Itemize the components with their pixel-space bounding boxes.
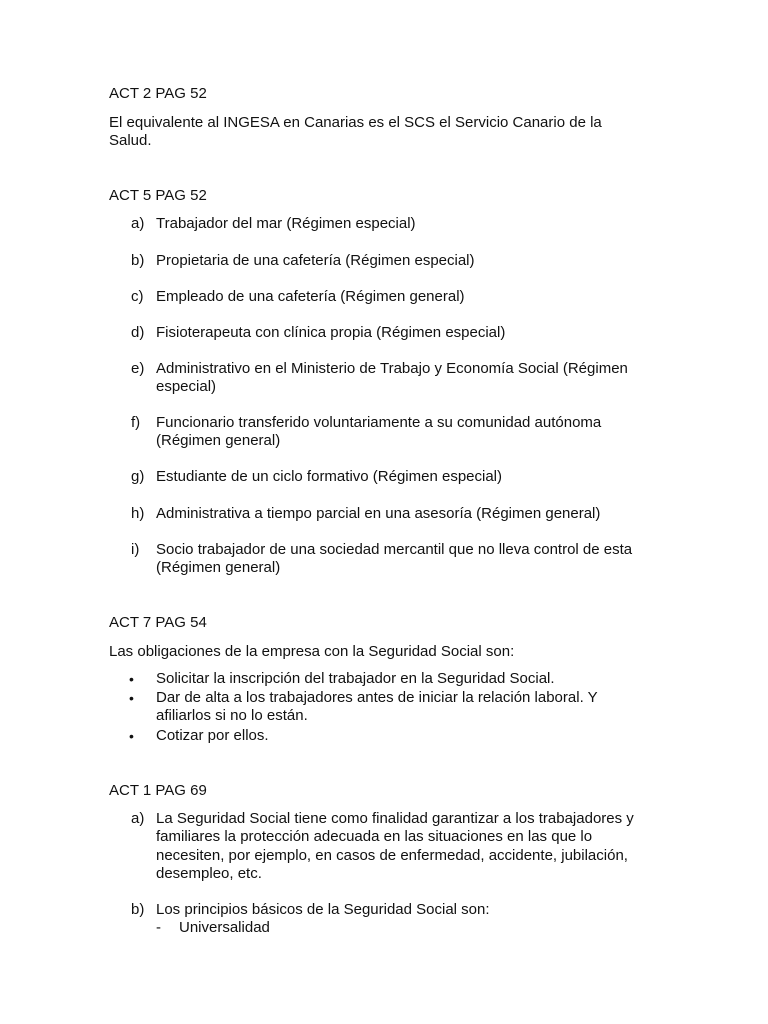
section-heading-act2: ACT 2 PAG 52 (109, 85, 207, 102)
bullet-item-text: Solicitar la inscripción del trabajador en la Seguridad Social. (156, 670, 555, 687)
list-marker: i) (131, 541, 140, 558)
list-marker: f) (131, 414, 141, 431)
list-marker: h) (131, 505, 145, 522)
bullet-item-text: afiliarlos si no lo están. (156, 707, 308, 724)
list-item-text: familiares la protección adecuada en las situaciones en las que lo (156, 828, 593, 845)
list-item-text: especial) (156, 378, 217, 395)
list-item-text: necesiten, por ejemplo, en casos de enfermedad, accidente, jubilación, (156, 847, 628, 864)
list-marker: b) (131, 252, 145, 269)
section-intro: Las obligaciones de la empresa con la Seguridad Social son: (109, 643, 515, 660)
bullet-item-text: Dar de alta a los trabajadores antes de iniciar la relación laboral. Y (156, 689, 598, 706)
list-item-text: Socio trabajador de una sociedad mercantil que no lleva control de esta (156, 541, 633, 558)
list-item-text: Propietaria de una cafetería (Régimen especial) (156, 252, 475, 269)
list-item-text: Empleado de una cafetería (Régimen general) (156, 288, 465, 305)
list-item-text: desempleo, etc. (156, 865, 262, 882)
list-item-text: Trabajador del mar (Régimen especial) (156, 215, 416, 232)
list-item-text: Fisioterapeuta con clínica propia (Régimen especial) (156, 324, 506, 341)
dash-marker: - (156, 919, 161, 936)
bullet-icon: • (129, 728, 134, 744)
sub-list-item-text: Universalidad (179, 919, 270, 936)
paragraph-line: Salud. (109, 132, 152, 149)
paragraph-line: El equivalente al INGESA en Canarias es el SCS el Servicio Canario de la (109, 114, 602, 131)
bullet-item-text: Cotizar por ellos. (156, 727, 269, 744)
section-heading-act5: ACT 5 PAG 52 (109, 187, 207, 204)
bullet-icon: • (129, 690, 134, 706)
list-marker: a) (131, 215, 145, 232)
list-marker: b) (131, 901, 145, 918)
list-item-text: Estudiante de un ciclo formativo (Régimen especial) (156, 468, 503, 485)
list-marker: c) (131, 288, 144, 305)
list-marker: e) (131, 360, 145, 377)
list-item-text: Los principios básicos de la Seguridad Social son: (156, 901, 490, 918)
list-item-text: Administrativa a tiempo parcial en una asesoría (Régimen general) (156, 505, 601, 522)
list-marker: d) (131, 324, 145, 341)
list-item-text: (Régimen general) (156, 432, 281, 449)
list-item-text: Administrativo en el Ministerio de Trabajo y Economía Social (Régimen (156, 360, 628, 377)
bullet-icon: • (129, 671, 134, 687)
section-heading-act7: ACT 7 PAG 54 (109, 614, 207, 631)
list-marker: a) (131, 810, 145, 827)
list-marker: g) (131, 468, 145, 485)
list-item-text: Funcionario transferido voluntariamente a su comunidad autónoma (156, 414, 602, 431)
section-heading-act1: ACT 1 PAG 69 (109, 782, 207, 799)
list-item-text: La Seguridad Social tiene como finalidad garantizar a los trabajadores y (156, 810, 634, 827)
list-item-text: (Régimen general) (156, 559, 281, 576)
